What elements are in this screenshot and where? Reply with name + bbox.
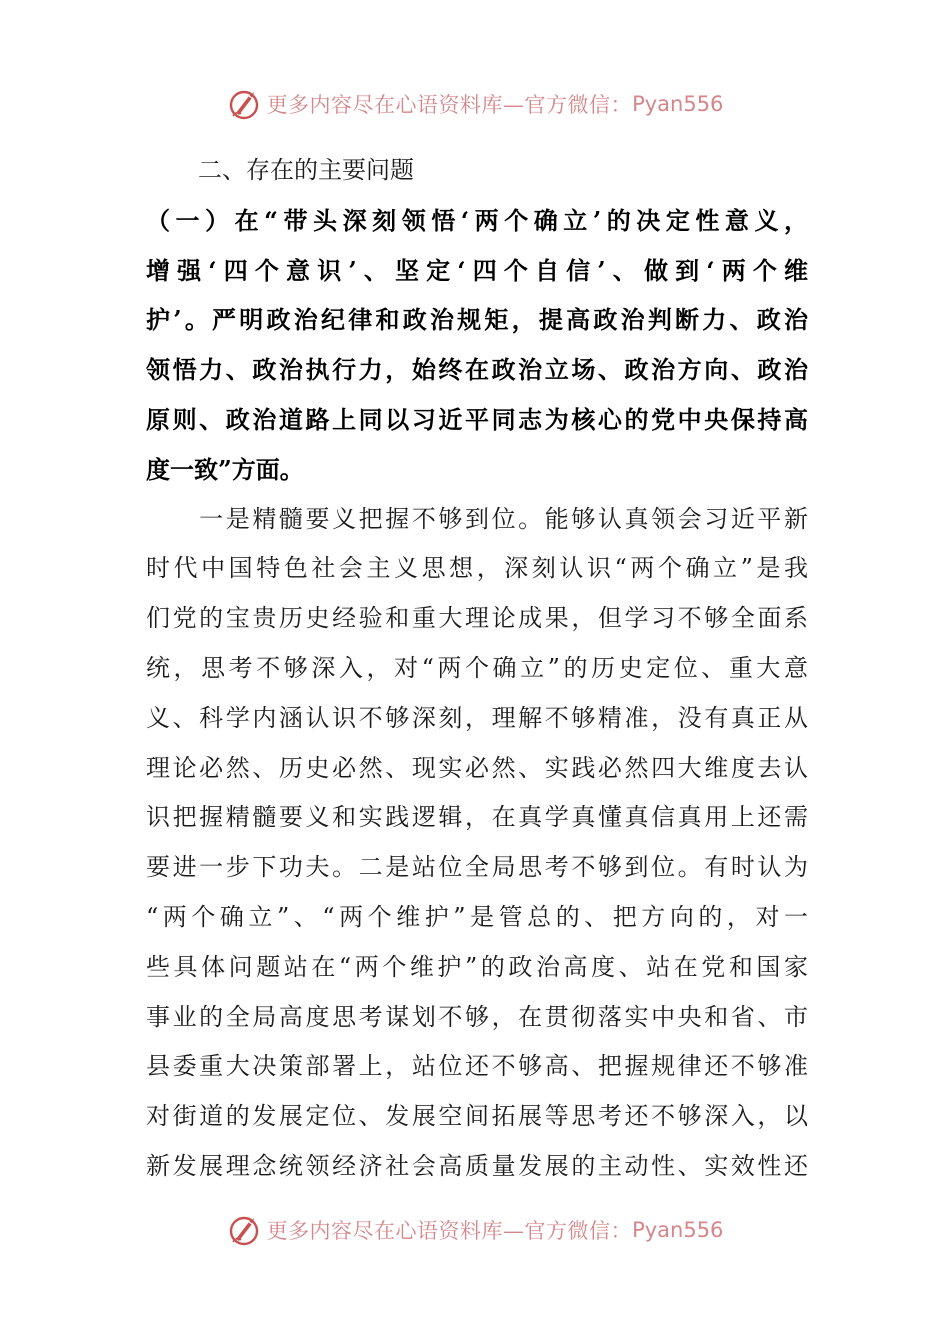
watermark-account: Pyan556 [632, 1218, 724, 1242]
bold-paragraph-line: 增强‘四个意识’、坚定‘四个自信’、做到‘两个维 [146, 255, 808, 285]
bold-paragraph-line: 原则、政治道路上同以习近平同志为核心的党中央保持高 [146, 404, 808, 434]
body-paragraph-line: 识把握精髓要义和实践逻辑，在真学真懂真信真用上还需 [146, 803, 808, 832]
body-paragraph-line: 新发展理念统领经济社会高质量发展的主动性、实效性还 [146, 1151, 808, 1180]
watermark-text: 更多内容尽在心语资料库—官方微信： [266, 1219, 633, 1243]
body-paragraph-line: “两个确立”、“两个维护”是管总的、把方向的，对一 [146, 902, 808, 931]
body-paragraph-line: 义、科学内涵认识不够深刻，理解不够精准，没有真正从 [146, 703, 808, 732]
body-paragraph-line: 对街道的发展定位、发展空间拓展等思考还不够深入，以 [146, 1102, 808, 1131]
body-paragraph-line: 时代中国特色社会主义思想，深刻认识“两个确立”是我 [146, 554, 808, 583]
body-paragraph-line: 县委重大决策部署上，站位还不够高、把握规律还不够准 [146, 1052, 808, 1081]
document-body [146, 146, 808, 1192]
bold-paragraph-line: 领悟力、政治执行力，始终在政治立场、政治方向、政治 [146, 355, 808, 385]
section-heading: 二、存在的主要问题 [198, 156, 414, 184]
body-paragraph-line: 要进一步下功夫。二是站位全局思考不够到位。有时认为 [146, 853, 808, 882]
watermark-header [0, 82, 950, 126]
watermark-footer [0, 1208, 950, 1252]
bold-paragraph-line: （一）在“带头深刻领悟‘两个确立’的决定性意义， [146, 205, 808, 235]
pen-circle-logo-icon [227, 86, 263, 122]
watermark-text: 更多内容尽在心语资料库—官方微信： [266, 93, 633, 117]
body-paragraph-line: 们党的宝贵历史经验和重大理论成果，但学习不够全面系 [146, 604, 808, 633]
bold-paragraph-line: 度一致”方面。 [146, 454, 304, 484]
body-paragraph-line: 些具体问题站在“两个维护”的政治高度、站在党和国家 [146, 952, 808, 981]
watermark-account: Pyan556 [632, 92, 724, 116]
body-paragraph-line: 理论必然、历史必然、现实必然、实践必然四大维度去认 [146, 753, 808, 782]
body-paragraph-line: 事业的全局高度思考谋划不够，在贯彻落实中央和省、市 [146, 1002, 808, 1031]
body-paragraph-line: 一是精髓要义把握不够到位。能够认真领会习近平新 [146, 504, 808, 533]
bold-paragraph-line: 护’。严明政治纪律和政治规矩，提高政治判断力、政治 [146, 305, 808, 335]
pen-circle-logo-icon [227, 1212, 263, 1248]
body-paragraph-line: 统，思考不够深入，对“两个确立”的历史定位、重大意 [146, 653, 808, 682]
